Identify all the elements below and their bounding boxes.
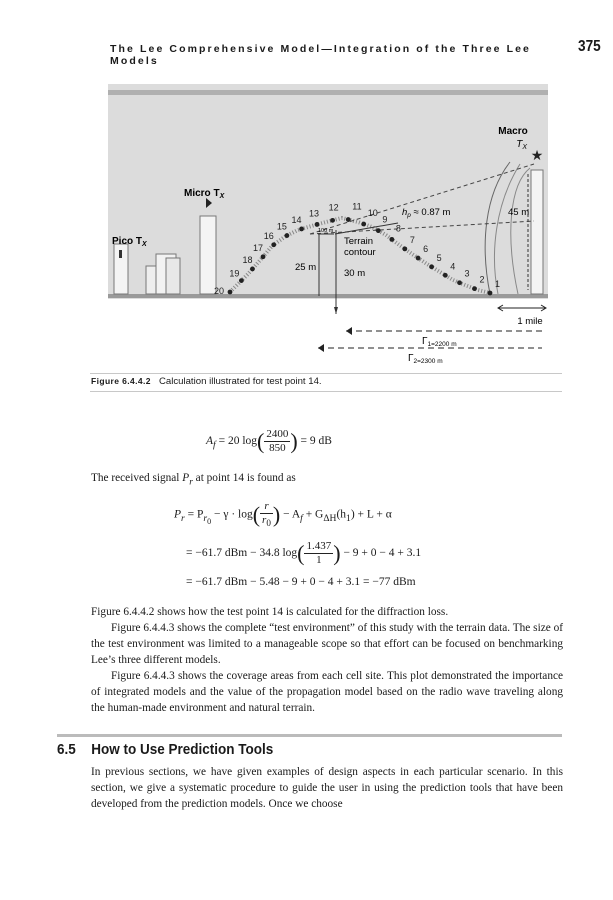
pico-label: Pico $T_X$ [112, 236, 147, 248]
paragraph-3: Figure 6.4.4.3 shows the coverage areas from each cell site. This plot demonstrated the importance of integrated models and the value of the propagation model based on the radio wave traveling along the human-made environment and natural terrain. [91, 670, 563, 714]
test-point-marker [361, 222, 366, 227]
test-point-marker [416, 256, 421, 261]
test-point-marker [261, 254, 266, 259]
micro-label: Micro $T_X$ [184, 188, 225, 200]
test-point-label: 3 [464, 268, 470, 279]
section-paragraph: In previous sections, we have given examples of design aspects in each particular scenario. In this section, we give a systematic procedure to guide the user in using the prediction tools that have been developed from the prediction models. Once we choose [91, 766, 563, 810]
gamma1-label: $\Gamma_{1=2200 m}$ [422, 336, 457, 348]
test-point-label: 2 [479, 274, 485, 285]
test-point-label: 18 [242, 254, 253, 265]
caption-rule-top [90, 373, 562, 374]
test-point-label: 15 [276, 221, 287, 232]
gamma2-arrow-head [318, 344, 324, 352]
test-point-label: 19 [229, 268, 240, 279]
test-point-marker [239, 278, 244, 283]
test-point-marker [457, 280, 462, 285]
test-point-label: 11 [352, 201, 362, 212]
equation-line-2: = −61.7 dBm − 34.8 log( $\frac{1.437}{1}$ ) − 9 + 0 − 4 + 3.1 [186, 540, 422, 566]
test-point-marker [299, 227, 304, 232]
contour-label: contour [344, 247, 376, 258]
test-point-label: 4 [450, 261, 456, 272]
equation-line-3: = −61.7 dBm − 5.48 − 9 + 0 − 4 + 3.1 = −77 dBm [186, 576, 416, 588]
diagram-ground-line [108, 294, 548, 298]
small-building-3 [166, 258, 180, 294]
test-point-marker [443, 273, 448, 278]
pico-antenna [119, 250, 122, 258]
test-point-label: 20 [214, 286, 225, 296]
figure-caption-text: Calculation illustrated for test point 14. [158, 376, 322, 387]
figure-caption [91, 376, 322, 387]
test-point-marker [250, 267, 255, 272]
test-point-marker [330, 218, 335, 223]
macro-label: Macro [498, 126, 528, 137]
equation-af: $A_f = 20$ log( $\frac{2400}{850}$ ) = 9 dB [206, 428, 332, 454]
test-point-label: 6 [423, 244, 429, 255]
test-point-label: 16 [263, 230, 274, 241]
height-25-label: 25 m [295, 262, 317, 273]
small-distance-label: 100 m [318, 228, 334, 234]
macro-building [531, 170, 543, 294]
macro-tx-label: $T_X$ [516, 139, 527, 151]
test-point-label: 13 [309, 208, 320, 219]
section-number: 6.5 [57, 741, 76, 758]
test-point-label: 10 [367, 208, 378, 219]
terrain-label: Terrain [344, 236, 374, 247]
paragraph-1: Figure 6.4.4.2 shows how the test point 14 is calculated for the diffraction loss. [91, 606, 449, 618]
test-point-label: 8 [395, 223, 401, 234]
caption-rule-bottom [90, 391, 562, 392]
mile-label: 1 mile [517, 316, 543, 327]
test-point-label: 1 [495, 279, 501, 289]
af-numerator: 2400 [266, 428, 289, 440]
test-point-marker [376, 228, 381, 233]
gamma2-label: $\Gamma_{2=2300 m}$ [408, 353, 443, 365]
test-point-label: 5 [436, 252, 442, 263]
height-45-label: 45 m [508, 207, 530, 218]
micro-building [200, 216, 216, 294]
diagram-top-band [108, 90, 548, 95]
height-arrow [334, 307, 338, 314]
running-header: The Lee Comprehensive Model—Integration of the Three Lee Models [110, 43, 531, 67]
section-heading [57, 741, 273, 758]
test-point-marker [472, 286, 477, 291]
page-number: 375 [578, 38, 601, 55]
test-point-marker [346, 217, 351, 222]
test-point-label: 7 [409, 234, 415, 245]
paragraph-2: Figure 6.4.4.3 shows the complete “test environment” of this study with the terrain data. The size of the test environment was limited to a manageable scope so that effort can be focused on benchmarking Lee’s three different models. [91, 622, 563, 666]
test-point-marker [285, 233, 290, 238]
macro-tx-star: ★ [530, 147, 544, 163]
test-point-marker [429, 264, 434, 269]
test-point-marker [389, 237, 394, 242]
gamma1-arrow-head [346, 327, 352, 335]
hp-label: $h_p \approx 0.87$ m [402, 207, 451, 219]
test-point-marker [488, 291, 493, 296]
test-point-label: 17 [253, 242, 264, 253]
received-signal-sentence: The received signal $P_r$ at point 14 is found as [91, 472, 296, 488]
height-30-label: 30 m [344, 268, 366, 279]
terrain-diagram [90, 84, 565, 374]
test-point-marker [228, 290, 233, 295]
af-denominator: 850 [269, 442, 286, 454]
figure-caption-label: Figure 6.4.4.2 [91, 376, 151, 386]
test-point-label: 9 [382, 214, 388, 225]
test-point-marker [271, 242, 276, 247]
equation-pr: $P_r = P_{r_0} - \gamma \cdot \log$( $\frac{r}{r_0}$ ) − $A_f + G_{\Delta H}(h_1) + L + \alpha$ [174, 500, 392, 529]
test-point-marker [402, 246, 407, 251]
section-title: How to Use Prediction Tools [91, 741, 274, 758]
body-paragraphs [91, 604, 563, 716]
test-point-label: 14 [291, 214, 302, 225]
section-rule [57, 734, 562, 737]
test-point-marker [315, 222, 320, 227]
test-point-label: 12 [328, 202, 339, 213]
